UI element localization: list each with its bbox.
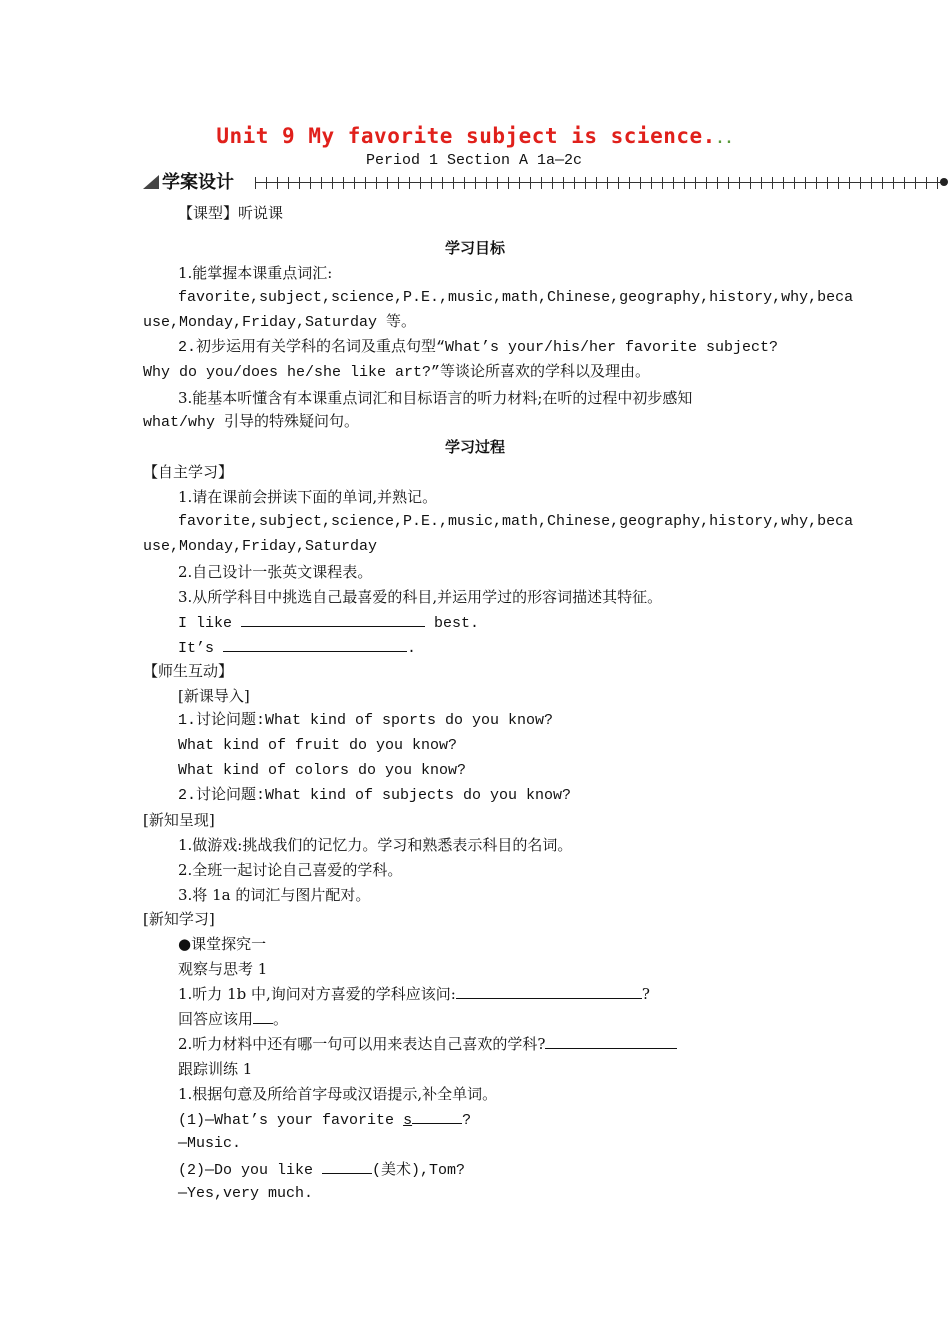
observe-1b-text: 回答应该用 [178,1010,254,1028]
fill-pre: I like [178,615,233,632]
answer-blank[interactable] [253,1009,273,1024]
goal-2: 2.初步运用有关学科的名词及重点句型“What’s your/his/her favorite subject? [178,339,779,356]
observe-1 [178,984,650,1004]
intro-1-fruit: What kind of fruit do you know? [178,737,458,754]
title-text: Unit 9 My favorite subject is science. [216,124,716,148]
lesson-type: 【课型】听说课 [178,204,284,222]
track-1-q1 [178,1109,471,1131]
present-2: 2.全班一起讨论自己喜爱的学科。 [178,861,403,879]
goal-3: 3.能基本听懂含有本课重点词汇和目标语言的听力材料;在听的过程中初步感知 [178,389,693,407]
unit-title [0,124,950,148]
self-study-1: 1.请在课前会拼读下面的单词,并熟记。 [178,488,438,506]
answer-blank[interactable] [545,1034,677,1049]
goal-2-cont: Why do you/does he/she like art?”等谈论所喜欢的学科以及理由。 [143,364,651,381]
fill-post: . [407,640,417,657]
triangle-icon [143,175,159,189]
learn-heading: [新知学习] [143,910,215,928]
observe-1-post: ? [641,985,650,1003]
track-1-a1: —Music. [178,1135,242,1152]
goal-3-cont: what/why 引导的特殊疑问句。 [143,414,360,431]
answer-blank[interactable] [223,637,407,652]
heading-process: 学习过程 [444,438,505,456]
q1-post: ? [462,1112,472,1129]
answer-blank[interactable] [412,1109,462,1124]
section-banner [143,172,948,196]
self-study-heading: 【自主学习】 [143,463,234,481]
goal-1-words-cont: use,Monday,Friday,Saturday 等。 [143,314,417,331]
q2-post: (美术),Tom? [372,1162,466,1179]
fill-post: best. [434,615,480,632]
q1-text: (1)—What’s your favorite [178,1112,395,1129]
observe-heading: 观察与思考 1 [178,960,268,978]
present-3: 3.将 1a 的词汇与图片配对。 [178,886,371,904]
fill-its [178,637,416,659]
observe-1-answer [178,1009,288,1029]
fill-pre: It’s [178,640,215,657]
banner-dot-icon [940,178,948,186]
observe-2 [178,1034,677,1054]
answer-blank[interactable] [456,984,642,999]
period-subtitle: Period 1 Section A 1a—2c [366,152,583,169]
interaction-heading: 【师生互动】 [143,662,234,680]
observe-1-text: 1.听力 1b 中,询问对方喜爱的学科应该问: [178,985,456,1003]
q1-letter: s [403,1112,413,1129]
intro-1-colors: What kind of colors do you know? [178,762,467,779]
track-1-q2 [178,1159,465,1181]
intro-heading: [新课导入] [178,687,250,705]
heading-goals: 学习目标 [444,239,505,257]
track-heading: 跟踪训练 1 [178,1060,253,1078]
explore-heading: ●课堂探究一 [178,935,267,953]
observe-1b-post: 。 [273,1010,289,1028]
q2-text: (2)—Do you like [178,1162,314,1179]
self-study-3: 3.从所学科目中挑选自己最喜爱的科目,并运用学过的形容词描述其特征。 [178,588,663,606]
track-1-a2: —Yes,very much. [178,1185,314,1202]
title-mark: .. [715,131,734,147]
fill-like-best [178,612,479,634]
present-1: 1.做游戏:挑战我们的记忆力。学习和熟悉表示科目的名词。 [178,836,573,854]
self-study-1-words: favorite,subject,science,P.E.,music,math,Chinese,geography,history,why,beca [178,513,854,530]
intro-2: 2.讨论问题:What kind of subjects do you know? [178,787,572,804]
present-heading: [新知呈现] [143,811,215,829]
banner-label [143,172,234,194]
self-study-1-words-cont: use,Monday,Friday,Saturday [143,538,378,555]
observe-2-text: 2.听力材料中还有哪一句可以用来表达自己喜欢的学科? [178,1035,546,1053]
goal-1: 1.能掌握本课重点词汇: [178,264,333,282]
self-study-2: 2.自己设计一张英文课程表。 [178,563,373,581]
banner-ticks [255,177,943,189]
banner-label-text: 学案设计 [162,172,234,193]
intro-1: 1.讨论问题:What kind of sports do you know? [178,712,554,729]
answer-blank[interactable] [241,612,425,627]
goal-1-words: favorite,subject,science,P.E.,music,math,Chinese,geography,history,why,beca [178,289,854,306]
answer-blank[interactable] [322,1159,372,1174]
track-1: 1.根据句意及所给首字母或汉语提示,补全单词。 [178,1085,498,1103]
